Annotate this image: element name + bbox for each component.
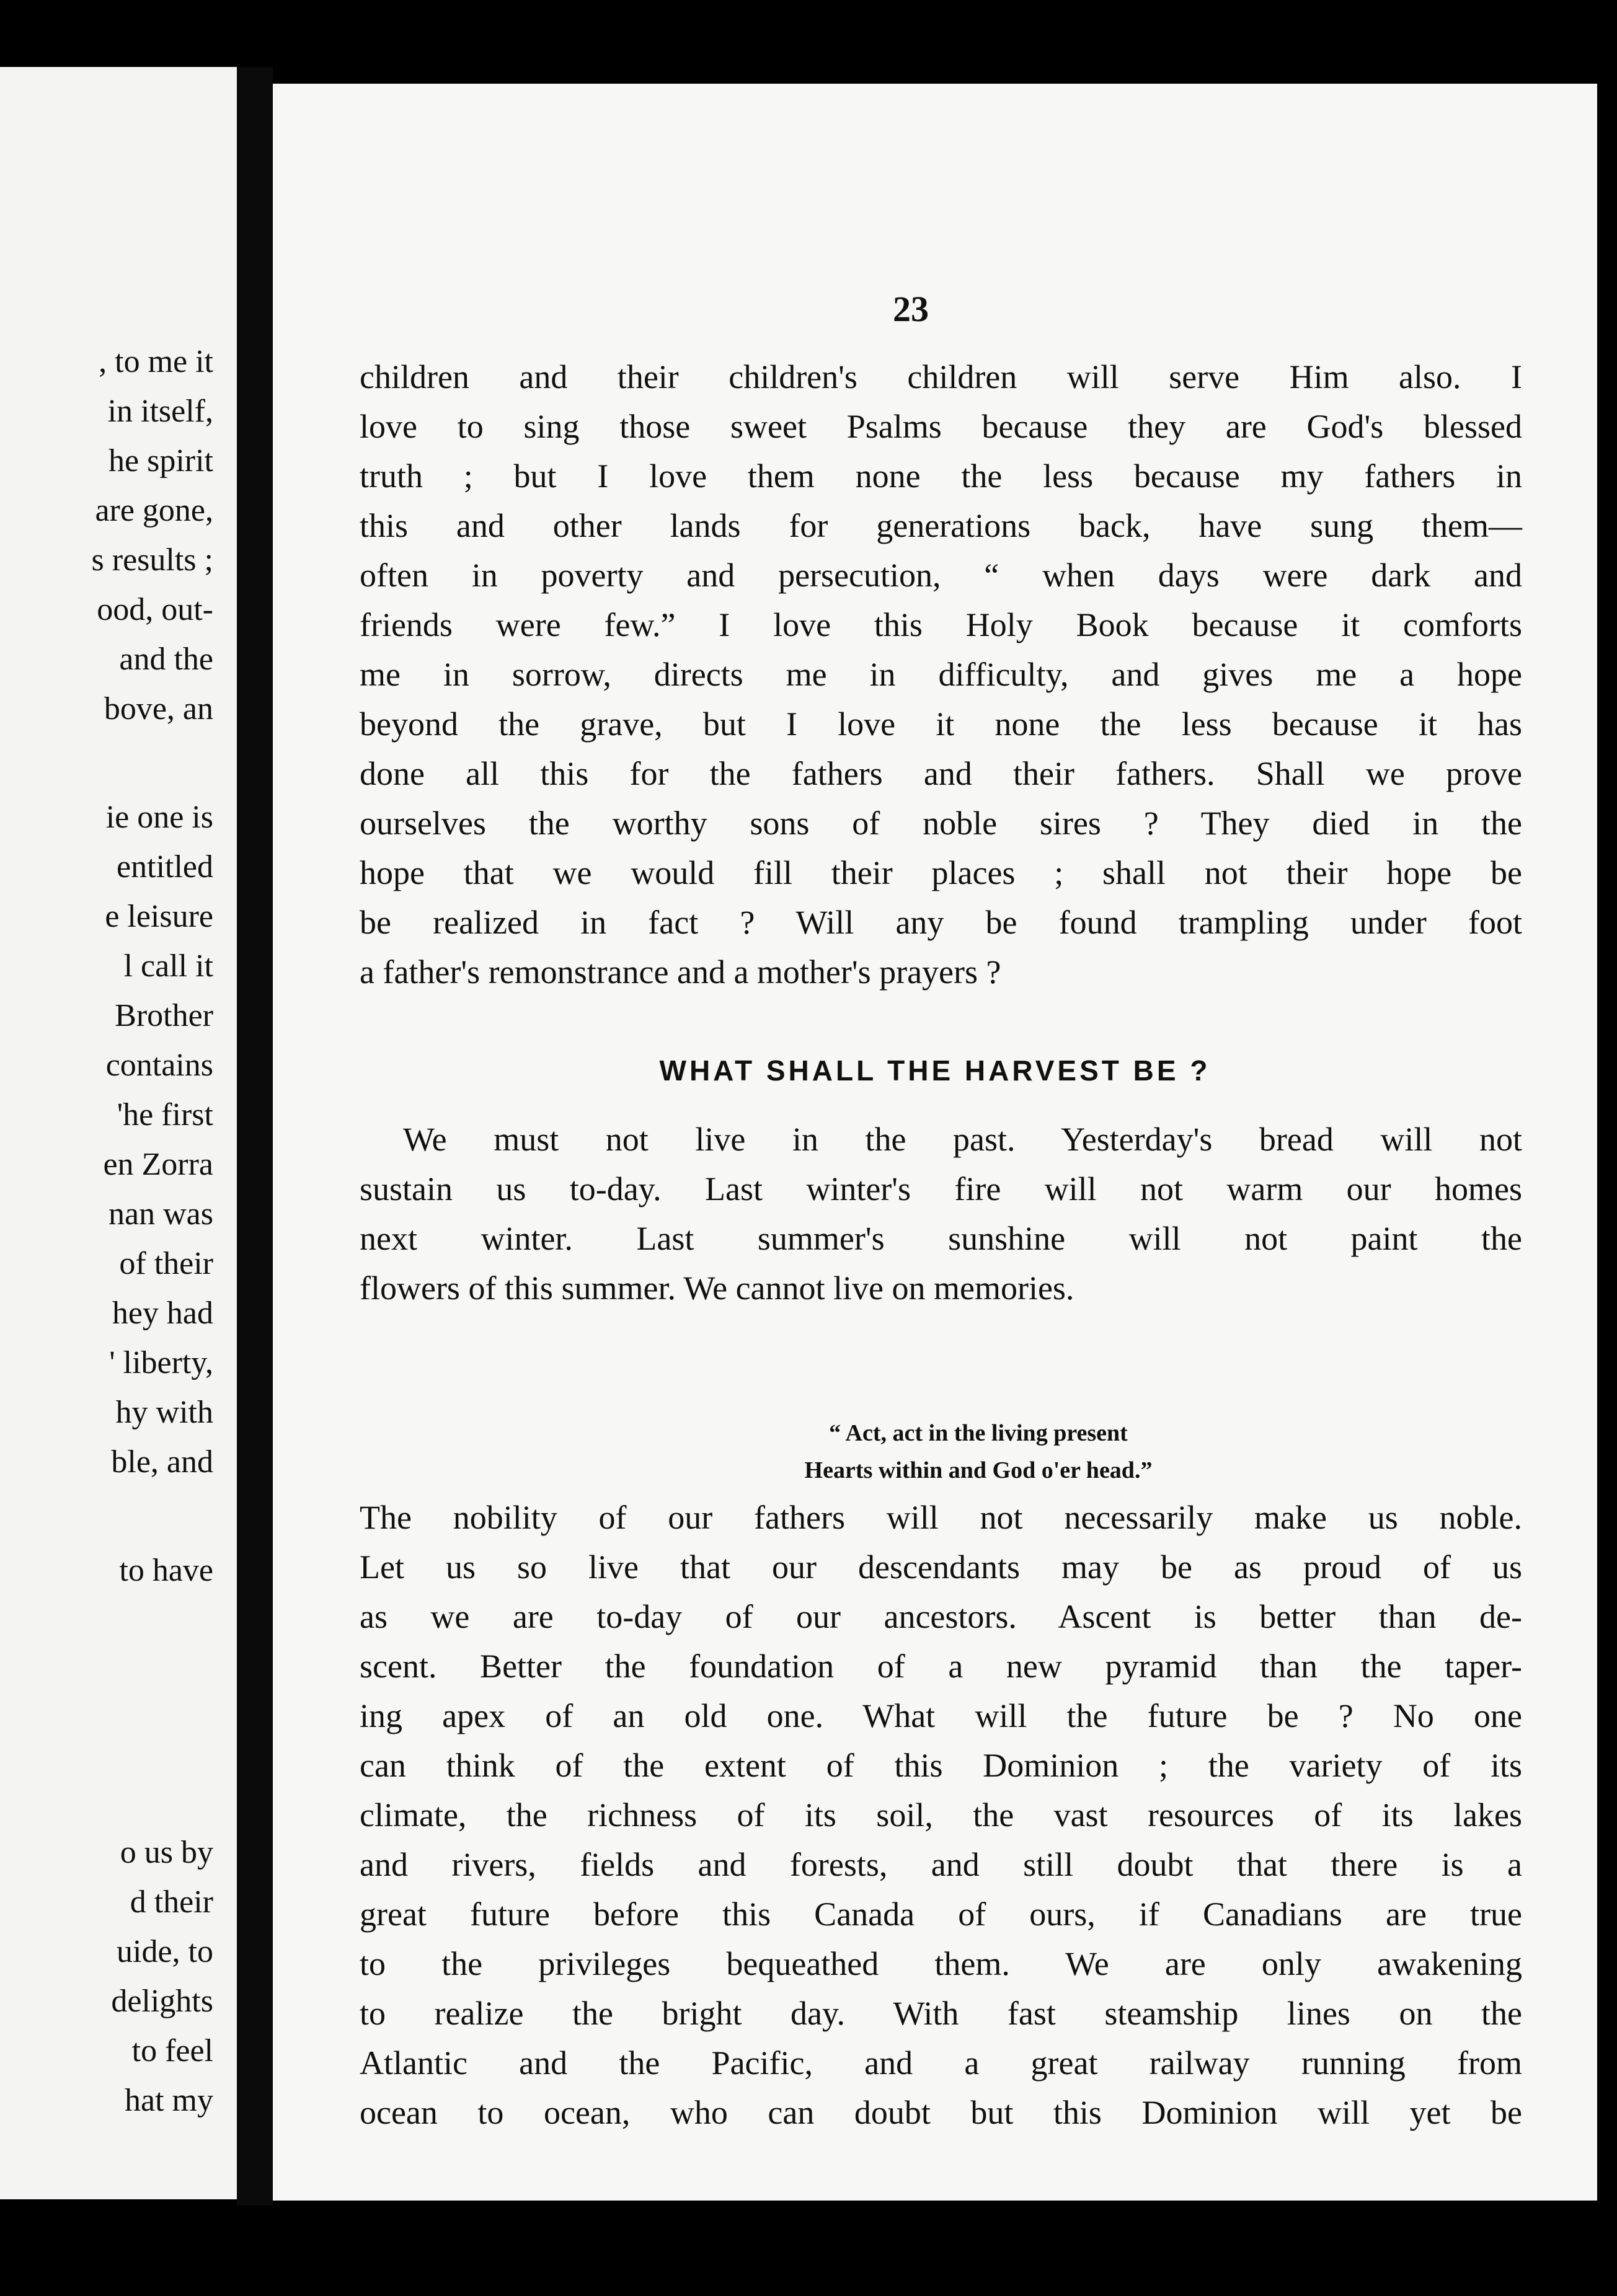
text-line: great future before this Canada of ours, if Canadians are true [360, 1896, 1522, 1933]
text-line: We must not live in the past. Yesterday's bread will not [403, 1121, 1522, 1158]
page-number: 23 [893, 289, 929, 329]
left-page-line: contains [105, 1048, 213, 1083]
text-line: friends were few.” I love this Holy Book because it comforts [360, 606, 1522, 643]
text-line: as we are to-day of our ancestors. Ascent is better than de- [360, 1598, 1522, 1635]
left-page-line: hy with [115, 1395, 213, 1430]
text-line: climate, the richness of its soil, the vast resources of its lakes [360, 1796, 1522, 1834]
text-line: ocean to ocean, who can doubt but this Dominion will yet be [360, 2094, 1522, 2131]
left-page-line: to feel [131, 2033, 213, 2069]
section-heading: WHAT SHALL THE HARVEST BE ? [659, 1054, 1211, 1087]
text-line: ing apex of an old one. What will the future be ? No one [360, 1697, 1522, 1734]
text-line: often in poverty and persecution, “ when days were dark and [360, 557, 1522, 594]
left-page-line: entitled [117, 849, 213, 885]
text-line: this and other lands for generations back, have sung them— [360, 507, 1522, 544]
text-line: love to sing those sweet Psalms because they are God's blessed [360, 408, 1522, 445]
left-page-line: en Zorra [103, 1147, 213, 1182]
left-page-line: ' liberty, [109, 1345, 213, 1380]
text-line: The nobility of our fathers will not necessarily make us noble. [360, 1499, 1522, 1536]
left-page-line: uide, to [117, 1934, 213, 1969]
left-page-line: e leisure [105, 899, 213, 934]
book-spine [237, 67, 273, 2205]
quote-line: Hearts within and God o'er head.” [804, 1457, 1153, 1483]
quote-line: “ Act, act in the living present [829, 1420, 1128, 1446]
right-page [273, 84, 1597, 2201]
left-page-line: ood, out- [97, 592, 213, 627]
left-page-line: ble, and [111, 1444, 213, 1480]
text-line: next winter. Last summer's sunshine will not paint the [360, 1220, 1522, 1257]
left-page-line: o us by [120, 1835, 213, 1870]
text-line: to realize the bright day. With fast steamship lines on the [360, 1995, 1522, 2032]
left-page-line: s results ; [91, 542, 213, 578]
left-page-fragment [0, 67, 237, 2199]
left-page-line: d their [130, 1884, 213, 1920]
left-page-line: l call it [123, 948, 213, 984]
left-page-line: bove, an [104, 691, 213, 726]
text-line: a father's remonstrance and a mother's prayers ? [360, 953, 1001, 991]
text-line: can think of the extent of this Dominion ; the variety of its [360, 1747, 1522, 1784]
left-page-line: 'he first [117, 1097, 213, 1133]
left-page-line: in itself, [107, 394, 213, 429]
text-line: flowers of this summer. We cannot live on memories. [360, 1269, 1074, 1307]
left-page-line: ie one is [105, 800, 213, 835]
text-line: be realized in fact ? Will any be found trampling under foot [360, 904, 1522, 941]
left-page-line: and the [119, 642, 213, 677]
text-line: and rivers, fields and forests, and still doubt that there is a [360, 1846, 1522, 1883]
text-line: sustain us to-day. Last winter's fire will not warm our homes [360, 1170, 1522, 1208]
text-line: beyond the grave, but I love it none the less because it has [360, 705, 1522, 743]
left-page-line: hat my [125, 2083, 213, 2118]
left-page-line: hey had [112, 1296, 213, 1331]
text-line: truth ; but I love them none the less because my fathers in [360, 457, 1522, 495]
text-line: ourselves the worthy sons of noble sires ? They died in the [360, 805, 1522, 842]
left-page-line: delights [111, 1984, 213, 2019]
left-page-line: , to me it [99, 344, 213, 379]
text-line: Let us so live that our descendants may be as proud of us [360, 1548, 1522, 1586]
text-line: me in sorrow, directs me in difficulty, and gives me a hope [360, 656, 1522, 693]
left-page-line: are gone, [95, 493, 213, 528]
left-page-line: nan was [109, 1196, 213, 1232]
text-line: children and their children's children will serve Him also. I [360, 358, 1522, 395]
left-page-line: he spirit [109, 443, 213, 479]
text-line: done all this for the fathers and their fathers. Shall we prove [360, 755, 1522, 792]
left-page-line: to have [119, 1553, 213, 1588]
text-line: hope that we would fill their places ; shall not their hope be [360, 854, 1522, 891]
text-line: scent. Better the foundation of a new pyramid than the taper- [360, 1648, 1522, 1685]
text-line: Atlantic and the Pacific, and a great railway running from [360, 2044, 1522, 2082]
text-line: to the privileges bequeathed them. We are only awakening [360, 1945, 1522, 1982]
left-page-line: of their [119, 1246, 213, 1281]
left-page-line: Brother [115, 998, 213, 1033]
